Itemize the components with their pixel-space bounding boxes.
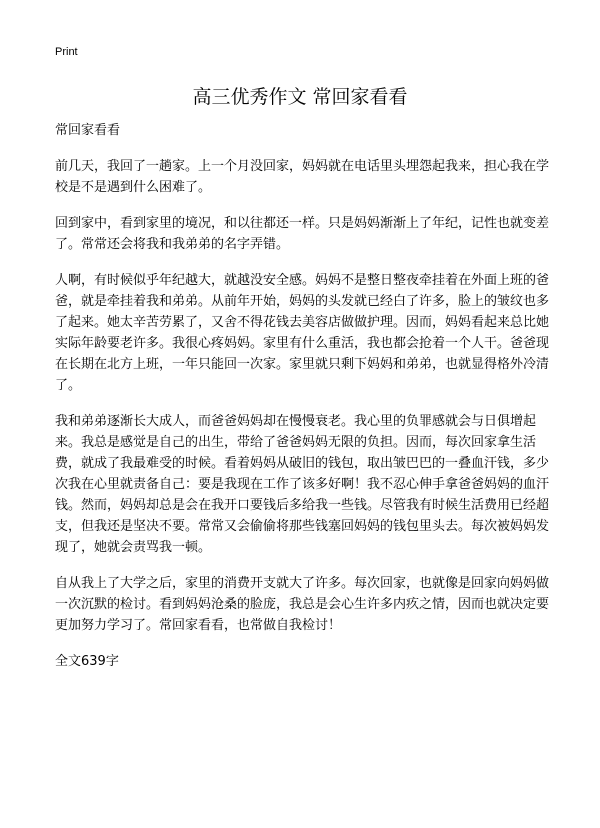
- paragraph: 自从我上了大学之后，家里的消费开支就大了许多。每次回家，也就像是回家向妈妈做一次沉默的检讨。看到妈妈沧桑的脸庞，我总是会心生许多内疚之情，因而也就决定要更加努力学习了。常回家看看，也常做自我检讨！: [55, 576, 550, 633]
- paragraph: 我和弟弟逐渐长大成人，而爸爸妈妈却在慢慢衰老。我心里的负罪感就会与日俱增起来。我总是感觉是自己的出生，带给了爸爸妈妈无限的负担。因而，每次回家拿生活费，就成了我最难受的时候。看着妈妈从破旧的钱包，取出皱巴巴的一叠血汗钱，多少次我在心里就责备自己：要是我现在工作了该多好啊！我不忍心伸手拿爸爸妈妈的血汗钱。然而，妈妈却总是会在我开口要钱后多给我一些钱。尽管我有时候生活费用已经超支，但我还是坚决不要。常常又会偷偷将那些钱塞回妈妈的钱包里头去。每次被妈妈发现了，她就会责骂我一顿。: [55, 414, 550, 555]
- article-title: 高三优秀作文 常回家看看: [192, 86, 408, 108]
- paragraph: 人啊，有时候似乎年纪越大，就越没安全感。妈妈不是整日整夜牵挂着在外面上班的爸爸，就是牵挂着我和弟弟。从前年开始，妈妈的头发就已经白了许多，脸上的皱纹也多了起来。她太辛苦劳累了，又舍不得花钱去美容店做做护理。因而，妈妈看起来总比她实际年龄要老许多。我很心疼妈妈。家里有什么重活，我也都会抢着一个人干。爸爸现在长期在北方上班，一年只能回一次家。家里就只剩下妈妈和弟弟，也就显得格外冷清了。: [55, 273, 550, 393]
- paragraph: 前几天，我回了一趟家。上一个月没回家，妈妈就在电话里头埋怨起我来，担心我在学校是不是遇到什么困难了。: [55, 159, 550, 195]
- word-count: 全文639字: [55, 654, 119, 669]
- print-link[interactable]: Print: [55, 46, 78, 58]
- paragraph: 回到家中，看到家里的境况，和以往都还一样。只是妈妈渐渐上了年纪，记性也就变差了。常常还会将我和我弟弟的名字弄错。: [55, 216, 550, 252]
- article-body: [55, 120, 550, 687]
- article-subtitle: 常回家看看: [55, 123, 121, 138]
